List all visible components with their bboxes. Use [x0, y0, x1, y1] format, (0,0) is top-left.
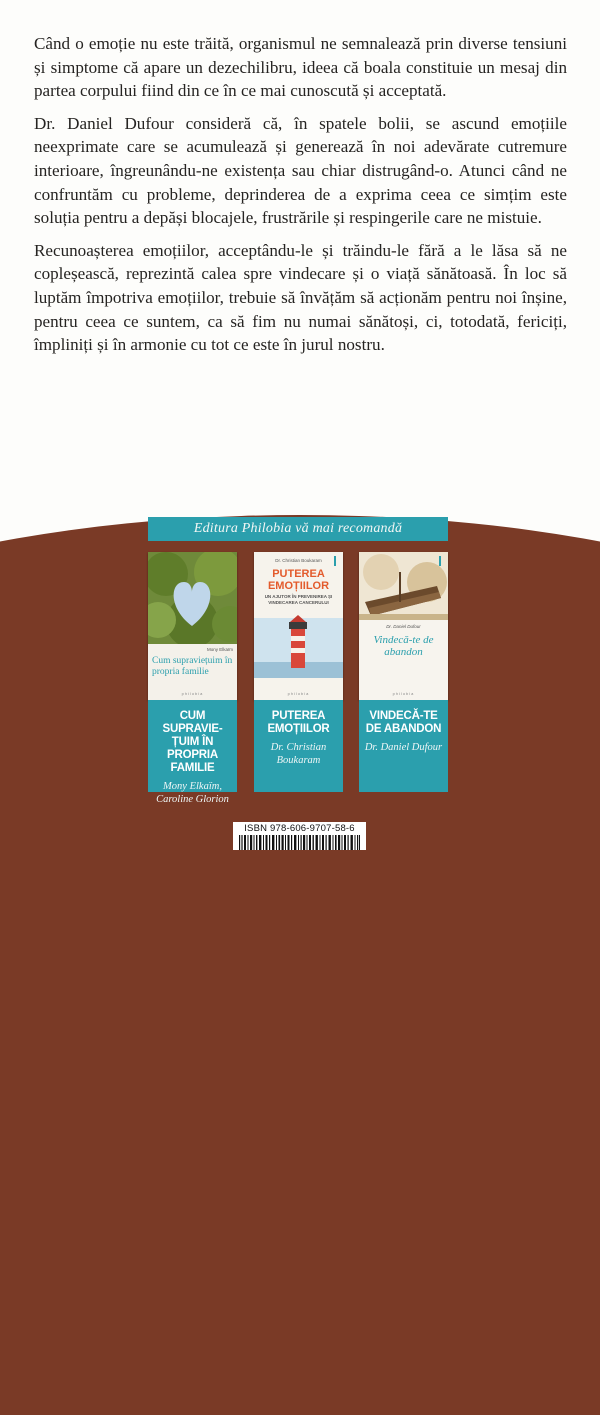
book-cover-2[interactable]	[254, 552, 343, 700]
recommendation-banner: Editura Philobia vă mai recomandă	[148, 517, 448, 541]
cover-author-3: Dr. Daniel Dufour	[386, 624, 421, 629]
book-cover-3[interactable]	[359, 552, 448, 700]
book-card-2[interactable]	[254, 552, 343, 792]
cover-author-1: Mony Elkaïm	[206, 647, 233, 652]
cover-publisher-2: philobia	[287, 691, 310, 696]
book-title-3: VINDECĂ-TE DE ABANDON	[365, 710, 442, 735]
paragraph-2: Dr. Daniel Dufour consideră că, în spatele bolii, se ascund emoțiile neexprimate care se acumulează și generează în noi adevărate cutremure interioare, îngreunându-ne existența sau chiar distrugând-o. Atunci când ne confruntăm cu probleme, deprinderea de a exprima ceea ce simțim este soluția pentru a depăși blocajele, frustrările și respingerile care ne mistuie.	[34, 113, 567, 228]
book-title-1: CUM SUPRAVIE-ȚUIM ÎN PROPRIA FAMILIE	[162, 710, 223, 774]
book-authors-2: Dr. Christian Boukaram	[270, 742, 327, 766]
cover-publisher-1: philobia	[181, 691, 204, 696]
cover-subtitle-2: UN AJUTOR ÎN PREVENIREA ȘI VINDECAREA CANCERULUI	[264, 594, 333, 605]
book-info-1	[148, 700, 237, 805]
cover-title-2: PUTEREA EMOȚIILOR	[267, 568, 330, 592]
cover-title-1: Cum supraviețuim în propria familie	[152, 656, 233, 677]
paragraph-1: Când o emoție nu este trăită, organismul ne semnalează prin diverse tensiuni și simptome că apare un dezechilibru, ideea că boala constituie un mesaj din partea corpului fiind din ce în ce mai cunoscută și acceptată.	[34, 34, 567, 101]
book-authors-1: Mony Elkaïm, Caroline Glorion	[156, 781, 229, 805]
book-card-3[interactable]	[359, 552, 448, 792]
isbn-barcode-box	[233, 822, 366, 850]
cover-title-3: Vindecă-te de abandon	[373, 634, 434, 658]
paragraph-3: Recunoașterea emoțiilor, acceptându-le și trăindu-le fără a le lăsa să ne copleșească, reprezintă calea spre vindecare și o viață sănătoasă. În loc să luptăm împotriva emoțiilor, trebuie să învățăm să acționăm pentru noi înșine, pentru ceea ce suntem, ca să fim nu numai sănătoși, ci, totodată, fericiți, împliniți și în armonie cu tot ce este în jurul nostru.	[34, 240, 567, 355]
cover-publisher-3: philobia	[392, 691, 415, 696]
barcode-icon	[239, 835, 360, 850]
book-info-2	[254, 700, 343, 792]
cover-author-2: Dr. Christian Boukaram	[275, 558, 322, 563]
book-cover-1[interactable]	[148, 552, 237, 700]
book-info-3	[359, 700, 448, 792]
isbn-number: ISBN 978-606-9707-58-6	[244, 823, 355, 834]
book-card-1[interactable]	[148, 552, 237, 805]
book-title-2: PUTEREA EMOȚIILOR	[267, 710, 330, 735]
back-cover-text	[34, 32, 567, 366]
book-authors-3: Dr. Daniel Dufour	[364, 742, 443, 753]
